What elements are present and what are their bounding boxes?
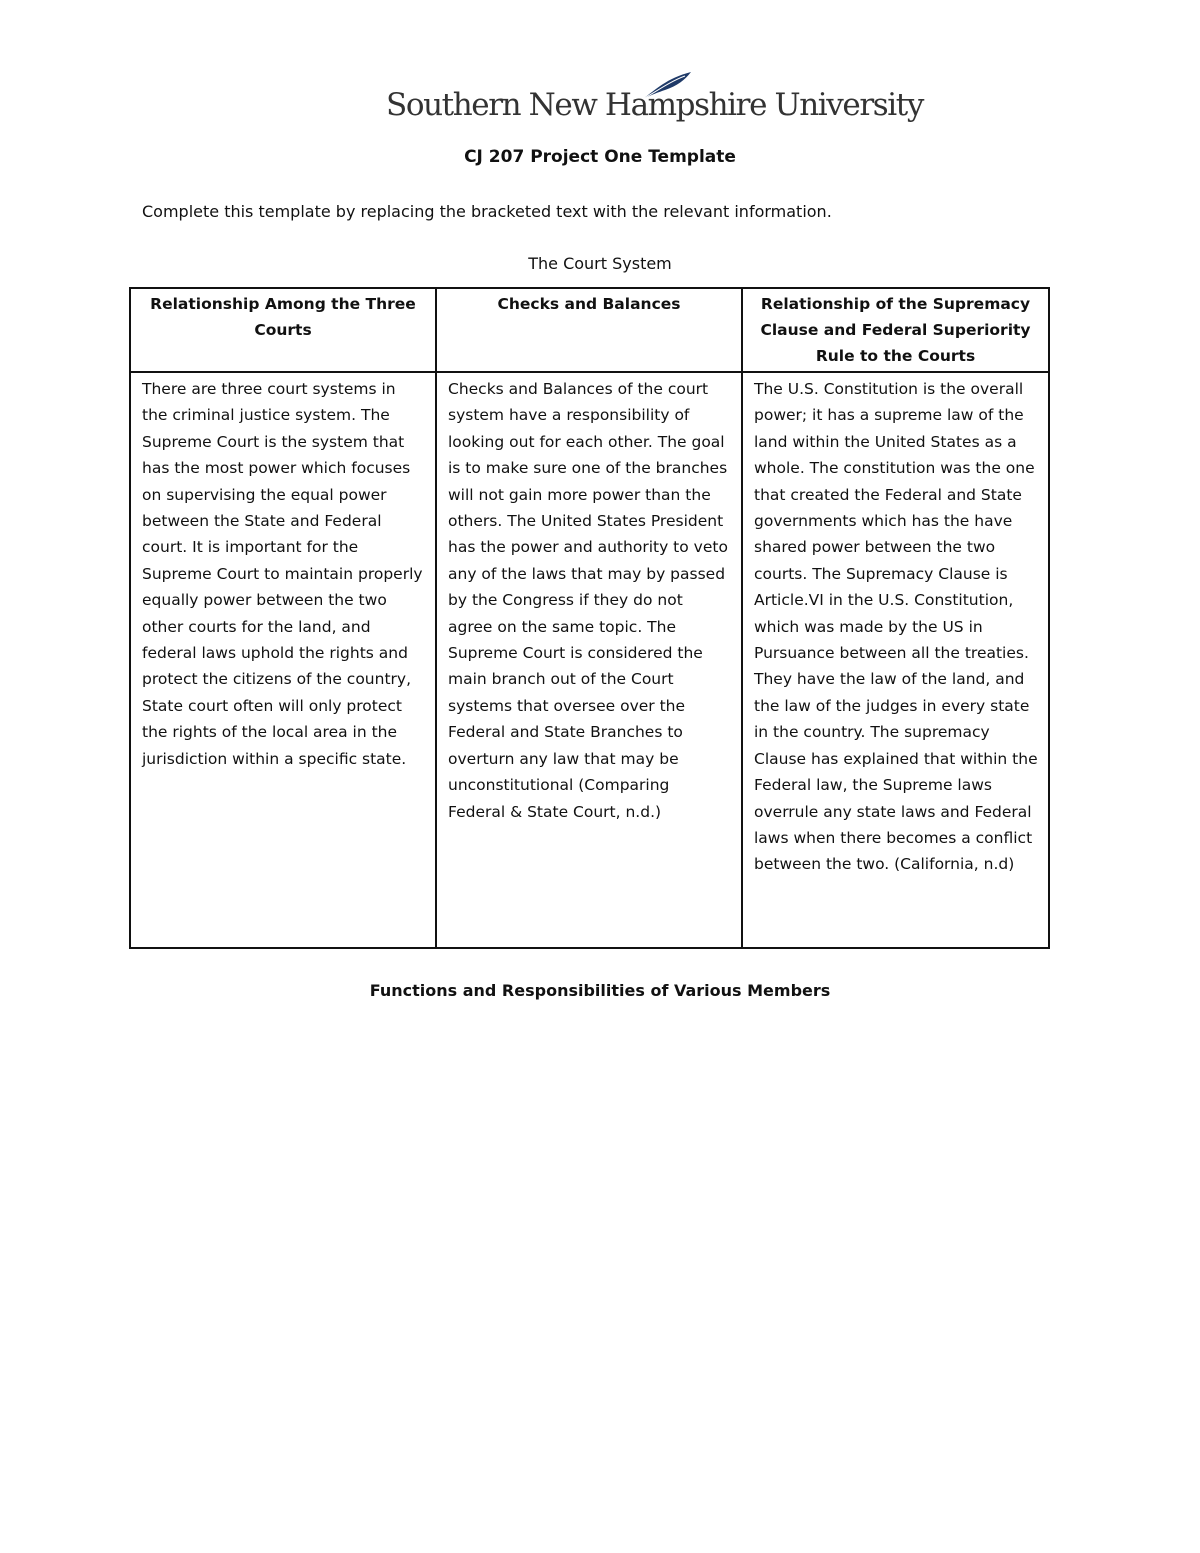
university-logo xyxy=(386,70,923,136)
instructions-text: Complete this template by replacing the bracketed text with the relevant information. xyxy=(142,202,832,221)
court-system-table xyxy=(129,287,1050,949)
table-cell: The U.S. Constitution is the overall power; it has a supreme law of the land within the United States as a whole. The constitution was the one that created the Federal and State governments which has the have shared power between the two courts. The Supremacy Clause is Article.VI in the U.S. Constitution, which was made by the US in Pursuance between all the treaties. They have the law of the land, and the law of the judges in every state in the country. The supremacy Clause has explained that within the Federal law, the Supreme laws overrule any state laws and Federal laws when there becomes a conflict between the two. (California, n.d) xyxy=(742,372,1049,948)
column-header: Relationship Among the Three Courts xyxy=(130,288,436,372)
table-cell: Checks and Balances of the court system have a responsibility of looking out for each other. The goal is to make sure one of the branches will not gain more power than the others. The United States President has the power and authority to veto any of the laws that may by passed by the Congress if they do not agree on the same topic. The Supreme Court is considered the main branch out of the Court systems that oversee over the Federal and State Branches to overturn any law that may be unconstitutional (Comparing Federal & State Court, n.d.) xyxy=(436,372,742,948)
document-title: CJ 207 Project One Template xyxy=(464,147,736,167)
section-heading: Functions and Responsibilities of Various Members xyxy=(369,981,831,1000)
table-cell: There are three court systems in the criminal justice system. The Supreme Court is the system that has the most power which focuses on supervising the equal power between the State and Federal court. It is important for the Supreme Court to maintain properly equally power between the two other courts for the land, and federal laws uphold the rights and protect the citizens of the country, State court often will only protect the rights of the local area in the jurisdiction within a specific state. xyxy=(130,372,436,948)
logo-text: Southern New Hampshire University xyxy=(386,87,923,123)
table-header-row xyxy=(130,288,1049,372)
table-row xyxy=(130,372,1049,948)
column-header: Checks and Balances xyxy=(436,288,742,372)
section-title: The Court System xyxy=(528,254,672,273)
column-header: Relationship of the Supremacy Clause and Federal Superiority Rule to the Courts xyxy=(742,288,1049,372)
